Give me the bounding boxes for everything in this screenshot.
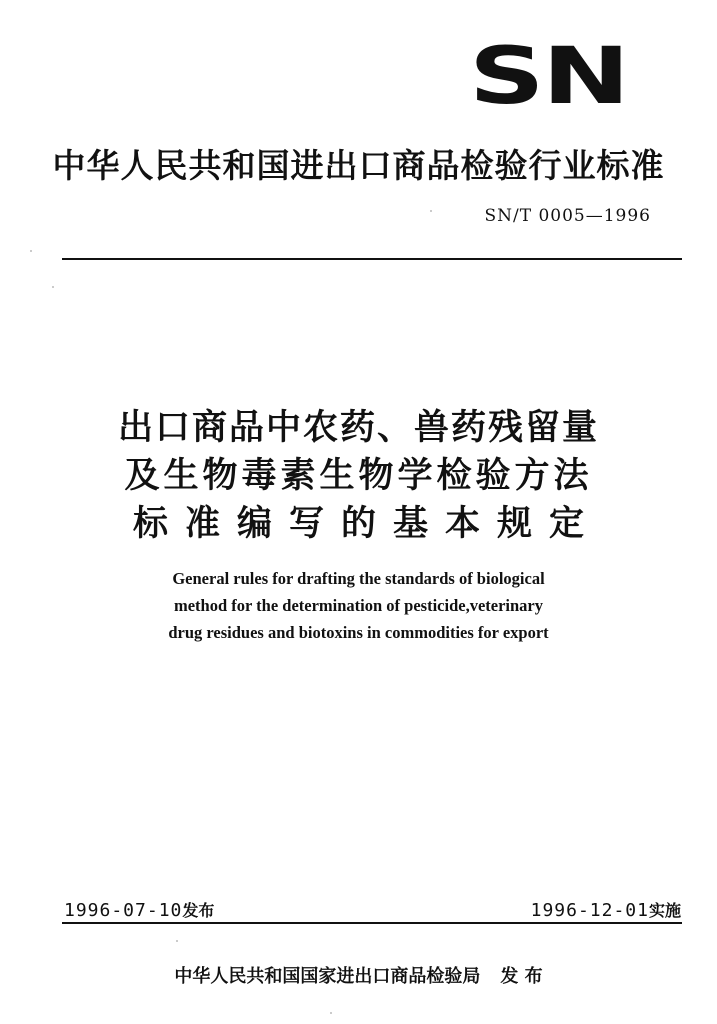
sn-logo: SN [468, 32, 627, 122]
industry-standard-title: 中华人民共和国进出口商品检验行业标准 [52, 146, 665, 185]
english-title-line: method for the determination of pesticide,veterinary [173, 596, 544, 615]
implementation-date [531, 898, 681, 921]
scan-speck [430, 210, 432, 212]
english-title-line: General rules for drafting the standards of biological [172, 569, 545, 588]
scan-speck [52, 286, 54, 288]
implementation-date-label: 实施 [648, 901, 681, 920]
issuer-name: 中华人民共和国国家进出口商品检验局 [174, 966, 481, 987]
issue-date-value: 1996-07-10 [64, 900, 183, 921]
issue-date [64, 898, 214, 921]
english-title-line: drug residues and biotoxins in commodities for export [168, 623, 549, 642]
issuer-action: 发 布 [500, 966, 543, 987]
chinese-title [0, 404, 717, 548]
issue-date-label: 发布 [182, 901, 215, 920]
scan-speck [176, 940, 178, 942]
chinese-title-line: 及生物毒素生物学检验方法 [124, 456, 593, 496]
chinese-title-line: 出口商品中农药、兽药残留量 [117, 408, 599, 448]
standard-number: SN/T 0005—1996 [484, 206, 651, 226]
implementation-date-value: 1996-12-01 [530, 900, 649, 921]
scan-speck [330, 1012, 332, 1014]
footer-divider [62, 922, 682, 924]
english-title [0, 565, 717, 646]
chinese-title-line: 标准编写的基本规定 [132, 504, 601, 544]
issuing-authority [0, 962, 717, 988]
header-divider [62, 258, 682, 260]
scan-speck [30, 250, 32, 252]
